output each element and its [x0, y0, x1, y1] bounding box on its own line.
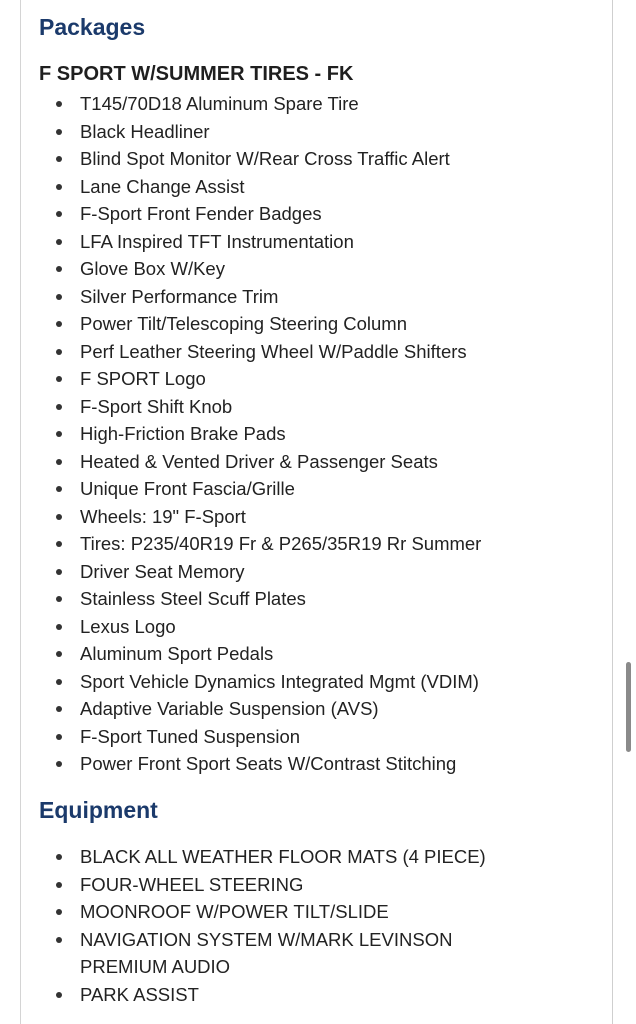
list-item: Tires: P235/40R19 Fr & P265/35R19 Rr Summer: [39, 530, 604, 558]
list-item: FOUR-WHEEL STEERING: [39, 871, 604, 899]
equipment-list: [39, 843, 604, 1008]
list-item: LFA Inspired TFT Instrumentation: [39, 228, 604, 256]
list-item: F-Sport Shift Knob: [39, 393, 604, 421]
list-item: PARK ASSIST: [39, 981, 604, 1009]
list-item: MOONROOF W/POWER TILT/SLIDE: [39, 898, 604, 926]
list-item: High-Friction Brake Pads: [39, 420, 604, 448]
left-divider: [20, 0, 21, 1024]
list-item: Power Front Sport Seats W/Contrast Stitching: [39, 750, 604, 778]
list-item: Lane Change Assist: [39, 173, 604, 201]
list-item: F-Sport Front Fender Badges: [39, 200, 604, 228]
right-divider: [612, 0, 613, 1024]
list-item: NAVIGATION SYSTEM W/MARK LEVINSON PREMIUM AUDIO: [39, 926, 604, 981]
list-item: Adaptive Variable Suspension (AVS): [39, 695, 604, 723]
packages-list: [39, 90, 604, 778]
list-item: Unique Front Fascia/Grille: [39, 475, 604, 503]
scrollbar-thumb[interactable]: [626, 662, 631, 752]
list-item: T145/70D18 Aluminum Spare Tire: [39, 90, 604, 118]
equipment-heading: Equipment: [39, 797, 158, 823]
package-name: F SPORT W/SUMMER TIRES - FK: [39, 63, 354, 85]
list-item: Sport Vehicle Dynamics Integrated Mgmt (VDIM): [39, 668, 604, 696]
list-item: Stainless Steel Scuff Plates: [39, 585, 604, 613]
list-item: BLACK ALL WEATHER FLOOR MATS (4 PIECE): [39, 843, 604, 871]
list-item: Wheels: 19" F-Sport: [39, 503, 604, 531]
list-item: F SPORT Logo: [39, 365, 604, 393]
list-item: Lexus Logo: [39, 613, 604, 641]
list-item: Heated & Vented Driver & Passenger Seats: [39, 448, 604, 476]
packages-heading: Packages: [39, 14, 146, 40]
list-item: Silver Performance Trim: [39, 283, 604, 311]
list-item: Glove Box W/Key: [39, 255, 604, 283]
list-item: Black Headliner: [39, 118, 604, 146]
list-item: Blind Spot Monitor W/Rear Cross Traffic Alert: [39, 145, 604, 173]
list-item: Aluminum Sport Pedals: [39, 640, 604, 668]
list-item: Perf Leather Steering Wheel W/Paddle Shifters: [39, 338, 604, 366]
list-item: Driver Seat Memory: [39, 558, 604, 586]
list-item: Power Tilt/Telescoping Steering Column: [39, 310, 604, 338]
list-item: F-Sport Tuned Suspension: [39, 723, 604, 751]
